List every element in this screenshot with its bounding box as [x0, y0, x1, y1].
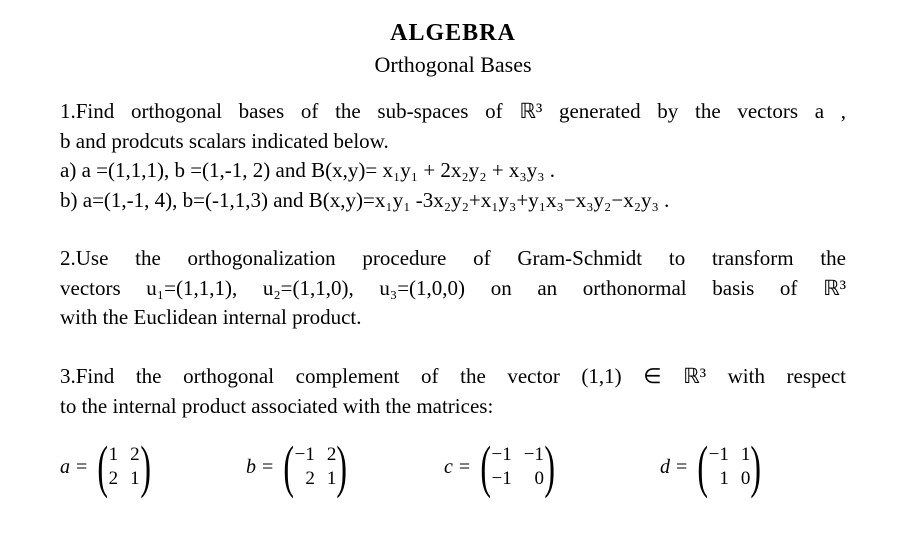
matrix-cell: −1 — [294, 444, 315, 465]
matrix-row — [60, 434, 860, 508]
matrix-cell: 1 — [326, 468, 337, 489]
right-paren-icon: ) — [336, 434, 348, 499]
matrix-label: d — [660, 455, 670, 478]
left-paren-icon: ( — [283, 434, 295, 499]
problem-2-line-1: 2.Use the orthogonalization procedure of Gram-Schmidt to transform the — [60, 246, 846, 270]
matrix-cell: −1 — [523, 444, 544, 465]
problem-1-line-4: b) a=(1,-1, 4), b=(-1,1,3) and B(x,y)=x₁y₁ -3x₂y₂+x₁y₃+y₁x₃−x₃y₂−x₂y₃ . — [60, 187, 670, 212]
matrix-c — [444, 434, 559, 499]
matrix-cells — [709, 444, 751, 490]
matrix-cell: −1 — [708, 444, 729, 465]
matrix-cells — [492, 444, 544, 490]
matrix-cell: 0 — [740, 468, 751, 489]
equals-sign: = — [676, 455, 688, 478]
problem-1-line-1: 1.Find orthogonal bases of the sub-spaces of ℝ³ generated by the vectors a , — [60, 99, 846, 123]
matrix-label: b — [246, 455, 256, 478]
matrix-cell: 2 — [108, 468, 119, 489]
problem-1-line-3: a) a =(1,1,1), b =(1,-1, 2) and B(x,y)= x₁y₁ + 2x₂y₂ + x₃y₃ . — [60, 158, 556, 182]
page-subtitle: Orthogonal Bases — [374, 52, 532, 77]
right-paren-icon: ) — [139, 434, 151, 499]
matrix-cell: 1 — [108, 444, 119, 465]
problem-2-line-2: vectors u₁=(1,1,1), u₂=(1,1,0), u₃=(1,0,0) on an orthonormal basis of ℝ³ — [60, 275, 846, 300]
problem-1-line-2: b and prodcuts scalars indicated below. — [60, 128, 389, 153]
problem-2-line-3: with the Euclidean internal product. — [60, 305, 362, 329]
problem-1 — [60, 97, 846, 215]
matrix-label: c — [444, 455, 453, 478]
matrix-cells — [295, 444, 337, 490]
equals-sign: = — [76, 455, 88, 478]
problem-2 — [60, 244, 846, 333]
matrix-d — [660, 434, 766, 499]
matrix-cell: 1 — [130, 468, 140, 489]
left-paren-icon: ( — [97, 434, 109, 499]
matrix-a — [60, 434, 155, 499]
matrix-cell: 1 — [719, 468, 729, 489]
problem-3-line-1: 3.Find the orthogonal complement of the vector (1,1) ∈ ℝ³ with respect — [60, 364, 846, 388]
matrix-cell: −1 — [491, 468, 512, 489]
problem-3 — [60, 362, 846, 421]
left-paren-icon: ( — [480, 434, 492, 499]
right-paren-icon: ) — [544, 434, 555, 499]
matrix-label: a — [60, 455, 70, 478]
matrix-cell: 2 — [305, 468, 315, 489]
matrix-cell: 2 — [130, 444, 140, 465]
matrix-b — [246, 434, 352, 499]
matrix-cell: 0 — [534, 468, 544, 489]
page-title: ALGEBRA — [390, 20, 516, 46]
left-paren-icon: ( — [697, 434, 709, 499]
matrix-cell: 2 — [326, 444, 337, 465]
matrix-cell: −1 — [491, 444, 512, 465]
problem-3-line-2: to the internal product associated with the matrices: — [60, 393, 494, 418]
matrix-cells — [109, 444, 140, 490]
equals-sign: = — [458, 455, 471, 478]
matrix-cell: 1 — [740, 444, 751, 465]
right-paren-icon: ) — [750, 434, 762, 499]
equals-sign: = — [262, 455, 274, 478]
